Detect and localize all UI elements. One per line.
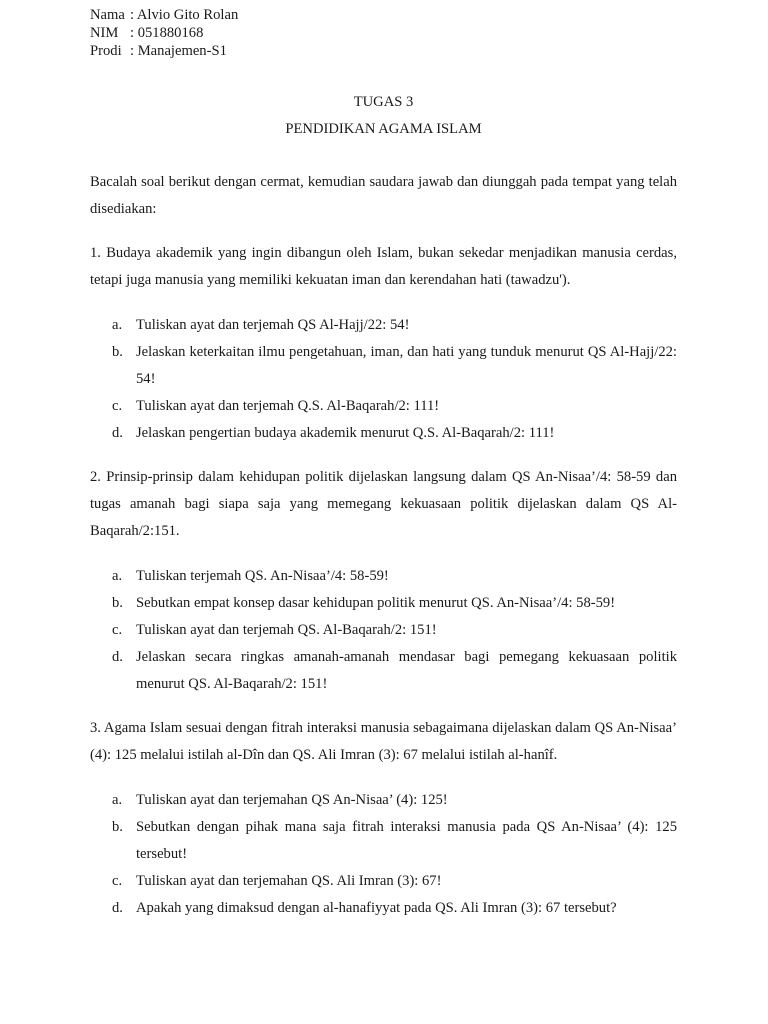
nim-value: : 051880168 (130, 25, 204, 41)
item-text: Apakah yang dimaksud dengan al-hanafiyyat pada QS. Ali Imran (3): 67 tersebut? (136, 900, 617, 916)
question-1-item-d (90, 420, 677, 447)
item-marker: d. (112, 900, 123, 916)
question-3-item-d (90, 895, 677, 922)
question-2-item-c (90, 617, 677, 644)
title-line-2: PENDIDIKAN AGAMA ISLAM (285, 121, 482, 137)
item-text: Tuliskan ayat dan terjemah QS Al-Hajj/22: 54! (136, 317, 410, 333)
header-prodi (90, 42, 227, 60)
question-2-item-b (90, 590, 677, 617)
question-1-item-c (90, 393, 677, 420)
question-3-item-b (90, 814, 677, 868)
question-2-item-a (90, 563, 677, 590)
item-marker: d. (112, 649, 123, 665)
item-text: Jelaskan keterkaitan ilmu pengetahuan, iman, dan hati yang tunduk menurut QS Al-Hajj/22: 54! (136, 344, 677, 387)
question-3-text: 3. Agama Islam sesuai dengan fitrah interaksi manusia sebagaimana dijelaskan dalam QS An-Nisaa’ (4): 125 melalui istilah al-Dîn dan QS. Ali Imran (3): 67 melalui istilah al-hanîf. (90, 720, 677, 763)
item-marker: a. (112, 568, 123, 584)
item-text: Tuliskan terjemah QS. An-Nisaa’/4: 58-59! (136, 568, 389, 584)
item-marker: c. (112, 622, 123, 638)
item-marker: c. (112, 873, 123, 889)
item-marker: a. (112, 317, 123, 333)
nama-label: Nama (90, 7, 125, 23)
item-marker: a. (112, 792, 123, 808)
question-2-text: 2. Prinsip-prinsip dalam kehidupan politik dijelaskan langsung dalam QS An-Nisaa’/4: 58-59 dan tugas amanah bagi siapa saja yang memegang kekuasaan politik dijelaskan dalam QS Al-Baqarah/2:151. (90, 469, 677, 539)
question-1-item-a (90, 312, 677, 339)
intro-paragraph: Bacalah soal berikut dengan cermat, kemudian saudara jawab dan diunggah pada tempat yang telah disediakan: (90, 174, 677, 217)
item-marker: b. (112, 595, 123, 611)
nama-value: : Alvio Gito Rolan (130, 7, 239, 23)
title-line-1: TUGAS 3 (353, 94, 414, 110)
item-text: Sebutkan empat konsep dasar kehidupan politik menurut QS. An-Nisaa’/4: 58-59! (136, 595, 616, 611)
question-3-item-a (90, 787, 677, 814)
item-marker: c. (112, 398, 123, 414)
header-nim (90, 24, 203, 42)
item-text: Tuliskan ayat dan terjemah Q.S. Al-Baqarah/2: 111! (136, 398, 440, 414)
item-marker: d. (112, 425, 123, 441)
item-text: Tuliskan ayat dan terjemah QS. Al-Baqarah/2: 151! (136, 622, 437, 638)
header-nama (90, 6, 238, 24)
question-1-item-b (90, 339, 677, 393)
question-1-text: 1. Budaya akademik yang ingin dibangun oleh Islam, bukan sekedar menjadikan manusia cerdas, tetapi juga manusia yang memiliki kekuatan iman dan kerendahan hati (tawadzu'). (90, 245, 677, 288)
item-text: Tuliskan ayat dan terjemahan QS. Ali Imran (3): 67! (136, 873, 442, 889)
prodi-label: Prodi (90, 43, 122, 59)
question-2-item-d (90, 644, 677, 698)
item-text: Tuliskan ayat dan terjemahan QS An-Nisaa’ (4): 125! (136, 792, 448, 808)
item-text: Jelaskan pengertian budaya akademik menurut Q.S. Al-Baqarah/2: 111! (136, 425, 555, 441)
nim-label: NIM (90, 25, 119, 41)
question-3-item-c (90, 868, 677, 895)
prodi-value: : Manajemen-S1 (130, 43, 227, 59)
item-marker: b. (112, 344, 123, 360)
item-text: Jelaskan secara ringkas amanah-amanah mendasar bagi pemegang kekuasaan politik menurut QS. Al-Baqarah/2: 151! (136, 649, 677, 692)
item-text: Sebutkan dengan pihak mana saja fitrah interaksi manusia pada QS An-Nisaa’ (4): 125 tersebut! (136, 819, 677, 862)
item-marker: b. (112, 819, 123, 835)
